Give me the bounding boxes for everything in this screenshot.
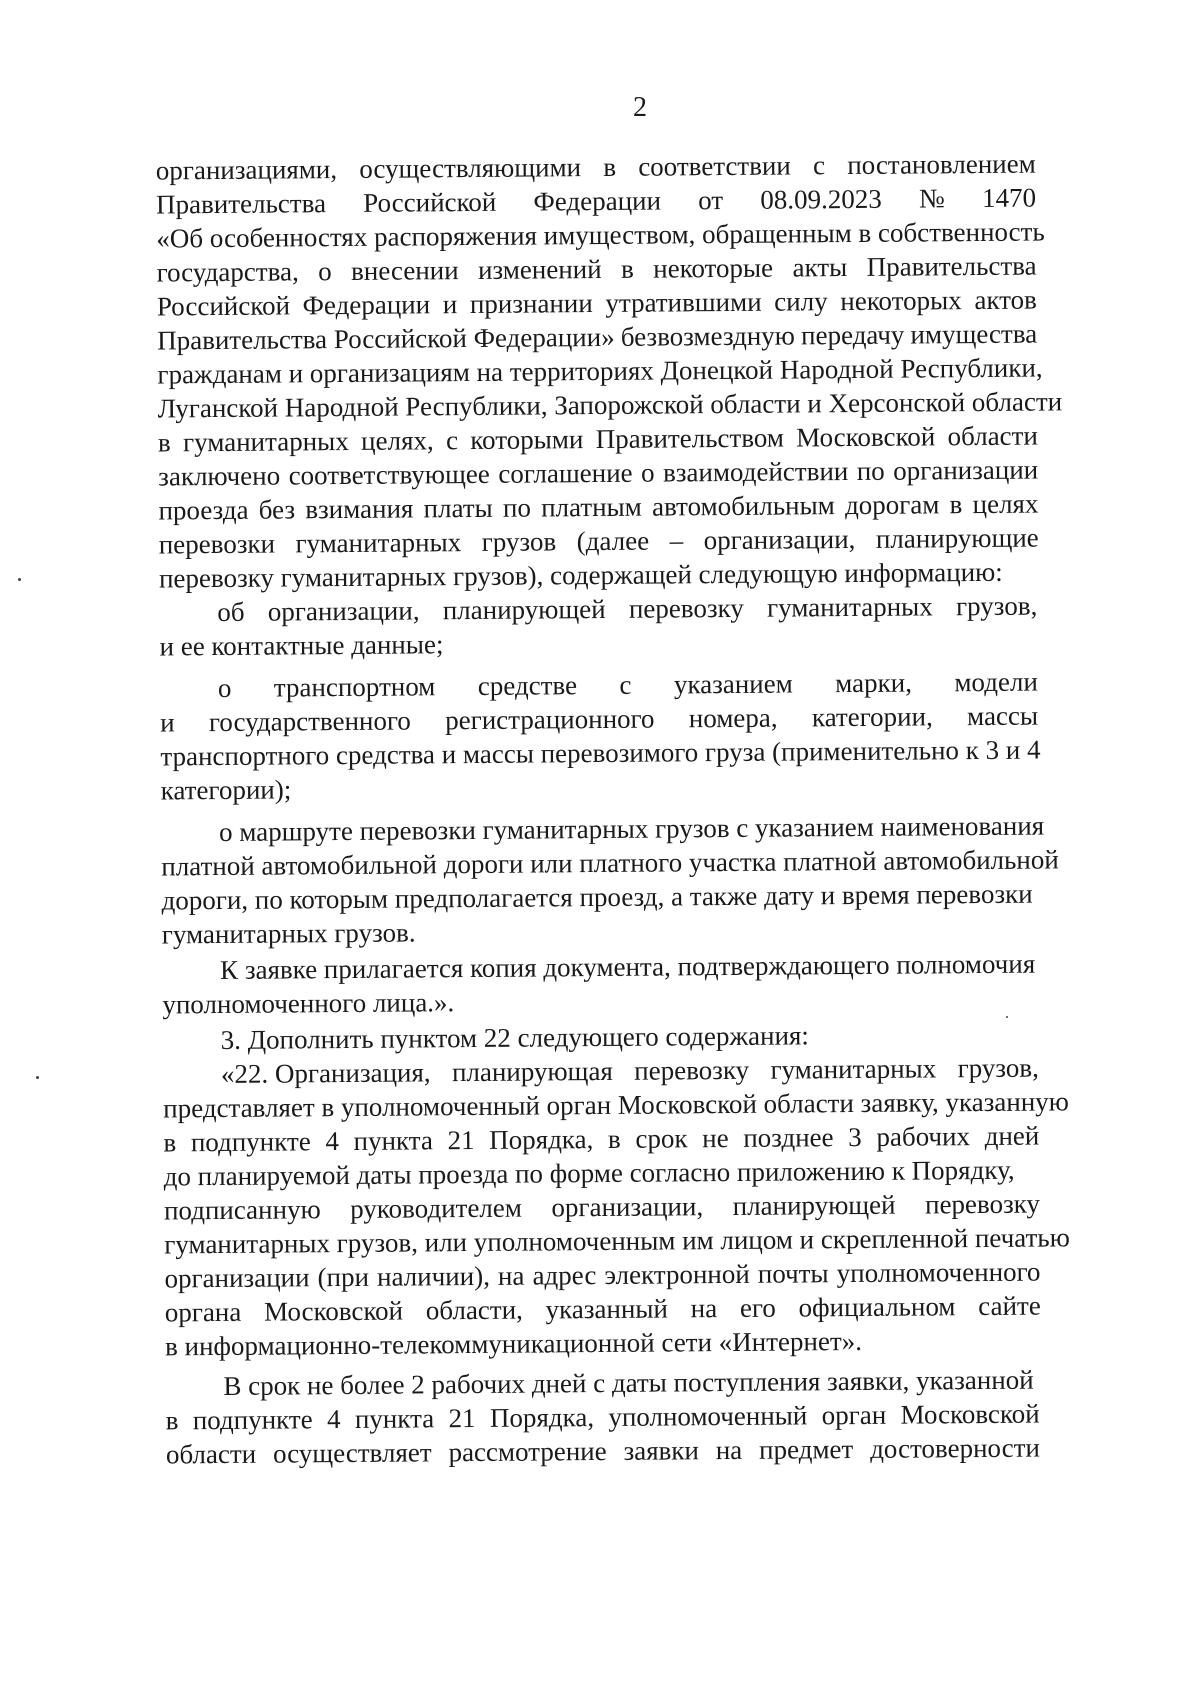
text-line xyxy=(217,589,1037,629)
text-word: планирующей xyxy=(732,1189,896,1221)
page-number: 2 xyxy=(633,92,647,123)
text-word: государственного xyxy=(208,705,411,738)
text-word: с xyxy=(445,425,459,456)
text-line xyxy=(162,985,454,1021)
text-word: организации xyxy=(893,454,1039,486)
text-word: 21 xyxy=(448,1403,476,1434)
text-line xyxy=(221,1018,809,1057)
text-word: Луганской Народной Республики, Запорожской области и Херсонской области xyxy=(157,386,1063,424)
text-word: транспортного средства и массы перевозимого груза (применительно к 3 и 4 xyxy=(160,734,1041,772)
text-word: гуманитарных грузов. xyxy=(161,917,416,950)
text-word: рабочих xyxy=(876,1121,971,1152)
text-word: рассмотрение xyxy=(448,1435,607,1468)
text-line xyxy=(161,877,1039,918)
text-word: В срок не более 2 рабочих дней с даты поступления заявки, указанной xyxy=(223,1364,1034,1401)
text-word: организации xyxy=(164,1262,310,1294)
text-word: подпункте xyxy=(190,1126,311,1158)
text-line xyxy=(165,1324,862,1363)
text-word: платным xyxy=(541,491,642,523)
text-word: на xyxy=(690,1293,718,1324)
text-word: в xyxy=(163,1127,177,1158)
text-word: гуманитарных xyxy=(766,591,933,623)
text-word: соответствии xyxy=(638,150,791,182)
text-word: с xyxy=(619,669,632,700)
text-word: дорогам xyxy=(844,489,940,521)
text-word: предмет xyxy=(758,1434,854,1465)
text-word: в информационно-телекоммуникационной сети «Интернет». xyxy=(164,1325,863,1362)
text-word: о xyxy=(217,672,232,704)
text-word: не xyxy=(702,1123,729,1154)
text-word: в xyxy=(949,489,963,520)
text-word: целях, xyxy=(360,425,434,456)
text-word: Правительства xyxy=(866,250,1037,282)
text-word: дней xyxy=(984,1120,1040,1151)
text-word: – xyxy=(669,525,684,556)
text-line xyxy=(162,915,416,951)
text-word: представляет в уполномоченный орган Московской области заявку, указанную xyxy=(163,1086,1069,1124)
text-word: организации, xyxy=(551,1191,704,1223)
text-word: пункта xyxy=(354,1403,435,1434)
text-word: перевозку гуманитарных грузов), содержащей следующую информацию: xyxy=(158,556,1003,594)
text-word: дороги, по которым предполагается проезд, а также дату и время перевозки xyxy=(161,878,1033,916)
text-word: области xyxy=(165,1438,257,1470)
text-word: некоторых xyxy=(840,285,962,317)
text-word: Правительства xyxy=(155,188,327,220)
text-word: транспортном xyxy=(273,671,436,703)
text-word: сайте xyxy=(978,1290,1041,1322)
text-word: утратившими xyxy=(605,286,762,318)
text-word: официальном xyxy=(798,1291,956,1323)
text-word: гражданам и организациям на территориях Донецкой Народной Республики, xyxy=(157,352,1043,390)
text-word: Федерации xyxy=(302,289,431,321)
text-word: взимания xyxy=(305,493,414,525)
text-word: и xyxy=(442,289,458,320)
text-word: «Об особенностях распоряжения имуществом, обращенным в собственность xyxy=(156,216,1045,254)
text-word: в xyxy=(607,1123,621,1154)
text-word: организации, xyxy=(267,595,420,627)
text-word: перевозку xyxy=(634,1054,750,1086)
text-word: организации, xyxy=(703,523,856,556)
text-word: перевозки xyxy=(158,528,276,560)
text-word: в xyxy=(157,427,171,458)
text-word: Федерации xyxy=(533,185,662,217)
text-word: государства, xyxy=(156,256,299,288)
text-word: позднее xyxy=(743,1122,834,1153)
text-word: Московской xyxy=(263,1295,404,1327)
text-word: заключено xyxy=(158,460,281,492)
text-word: наличии), xyxy=(376,1260,490,1292)
text-word: К заявке прилагается копия документа, подтверждающего полномочия xyxy=(219,948,1036,985)
text-word: о xyxy=(640,457,655,488)
text-word: в xyxy=(620,253,634,284)
text-word: номера, xyxy=(688,702,778,734)
text-word: по xyxy=(856,455,885,486)
text-word: в xyxy=(165,1405,179,1436)
scan-speck xyxy=(18,578,21,581)
text-word: о маршруте перевозки гуманитарных грузов с указанием наименования xyxy=(218,810,1045,847)
text-word: массы xyxy=(966,700,1039,732)
text-word: которыми xyxy=(470,424,584,456)
text-word: Правительства Российской Федерации» xyxy=(157,321,615,356)
scan-speck xyxy=(1006,1016,1008,1018)
text-word: органа xyxy=(164,1296,242,1328)
text-word: с xyxy=(812,150,826,181)
text-word: марки, xyxy=(835,667,913,699)
text-word: 4 xyxy=(325,1126,340,1157)
text-word: передачу xyxy=(800,319,905,351)
text-word: по xyxy=(502,492,532,523)
text-word: грузов, xyxy=(955,590,1038,622)
text-word: организациями, xyxy=(155,154,338,186)
text-word: 08.09.2023 xyxy=(760,183,882,215)
text-line xyxy=(160,733,1041,774)
text-word: (далее xyxy=(576,525,650,557)
text-word: подписанную xyxy=(163,1194,321,1226)
text-word: от xyxy=(698,185,724,216)
scan-speck xyxy=(36,1076,39,1079)
text-word: электронной xyxy=(604,1258,750,1290)
text-word: постановлением xyxy=(847,148,1036,181)
text-word: об xyxy=(217,596,245,628)
text-word: модели xyxy=(954,666,1038,698)
text-word: осуществляющими xyxy=(359,152,582,184)
text-word: изменений xyxy=(477,253,602,285)
text-line xyxy=(161,772,292,807)
text-word: и xyxy=(160,707,175,738)
text-word: некоторые xyxy=(653,252,774,284)
text-word: перевозку xyxy=(924,1188,1041,1220)
text-word: 1470 xyxy=(981,182,1037,213)
text-word: срок xyxy=(635,1123,688,1154)
text-word: уполномоченного лица.». xyxy=(162,987,455,1020)
text-word: актов xyxy=(974,284,1037,316)
text-word: планирующая xyxy=(451,1055,613,1088)
text-word: на xyxy=(715,1434,743,1466)
text-word: признании xyxy=(469,288,593,320)
text-word: (при xyxy=(317,1261,370,1293)
text-word: в xyxy=(603,151,617,182)
text-word: соответствующее xyxy=(288,458,490,491)
text-word: уполномоченного xyxy=(836,1256,1041,1289)
text-word: указанием xyxy=(673,668,793,700)
text-word: акты xyxy=(792,252,848,283)
text-word: почты xyxy=(757,1258,829,1289)
text-word: гуманитарных xyxy=(770,1053,937,1085)
text-word: Московской xyxy=(796,421,936,453)
text-word: грузов, xyxy=(957,1052,1039,1084)
text-word: уполномоченный xyxy=(608,1400,808,1432)
text-word: планирующей xyxy=(442,593,606,626)
text-word: гуманитарных xyxy=(182,425,349,458)
text-word: подпункте xyxy=(192,1404,313,1436)
text-word: внесении xyxy=(350,255,459,286)
text-word: взаимодействии xyxy=(662,456,849,488)
text-word: и ее контактные данные; xyxy=(159,629,444,662)
text-word: его xyxy=(739,1292,776,1323)
text-word: перевозку xyxy=(628,592,744,624)
text-word: области, xyxy=(425,1294,523,1326)
text-word: до планируемой даты проезда по форме согласно приложению к Порядку, xyxy=(163,1154,1015,1192)
text-word: адрес xyxy=(532,1260,597,1291)
text-word: планирующие xyxy=(875,522,1039,554)
text-word: гуманитарных xyxy=(295,527,462,559)
text-word: автомобильным xyxy=(651,490,835,522)
text-word: силу xyxy=(774,286,828,317)
text-word: Российской xyxy=(363,186,497,218)
text-word: гуманитарных грузов, или уполномоченным им лицом и скрепленной печатью xyxy=(164,1222,1070,1260)
text-word: категории, xyxy=(811,701,933,733)
text-word: имущества xyxy=(910,318,1038,350)
text-word: «22. Организация, xyxy=(220,1057,431,1089)
text-line xyxy=(165,1289,1041,1330)
text-word: на xyxy=(497,1260,525,1291)
text-word: пункта xyxy=(353,1125,433,1156)
text-word: области xyxy=(947,420,1038,452)
text-word: целях xyxy=(972,488,1039,520)
text-word: 4 xyxy=(326,1404,341,1435)
text-word: Порядка, xyxy=(489,1124,594,1155)
text-word: № xyxy=(918,183,945,214)
text-word: платы xyxy=(423,492,493,524)
text-word: проезда xyxy=(158,494,249,526)
text-word: достоверности xyxy=(870,1432,1041,1464)
text-word: соглашение xyxy=(498,457,633,489)
text-word: Московской xyxy=(900,1398,1040,1430)
text-word: Правительством xyxy=(595,422,784,455)
text-word: руководителем xyxy=(350,1192,523,1224)
text-word: без xyxy=(258,494,296,525)
text-word: о xyxy=(318,256,332,287)
text-word: категории); xyxy=(160,774,292,806)
text-word: заявки xyxy=(623,1435,700,1466)
text-line xyxy=(166,1431,1040,1472)
text-word: 3. Дополнить пунктом 22 следующего содержания: xyxy=(220,1020,809,1055)
text-word: регистрационного xyxy=(445,703,655,736)
text-word: платной автомобильной дороги или платного участка платной автомобильной xyxy=(161,844,1059,882)
text-word: 3 xyxy=(848,1121,862,1153)
text-word: средстве xyxy=(477,670,578,701)
text-word: Порядка, xyxy=(489,1402,595,1433)
text-word: Российской xyxy=(156,290,291,322)
text-word: грузов xyxy=(481,526,557,557)
text-line xyxy=(159,627,443,663)
text-word: указанный xyxy=(545,1293,669,1325)
text-word: орган xyxy=(821,1399,887,1431)
text-line xyxy=(220,947,1040,987)
text-word: 21 xyxy=(447,1124,475,1156)
text-word: осуществляет xyxy=(272,1437,432,1469)
text-word: безвозмездную xyxy=(620,320,796,352)
